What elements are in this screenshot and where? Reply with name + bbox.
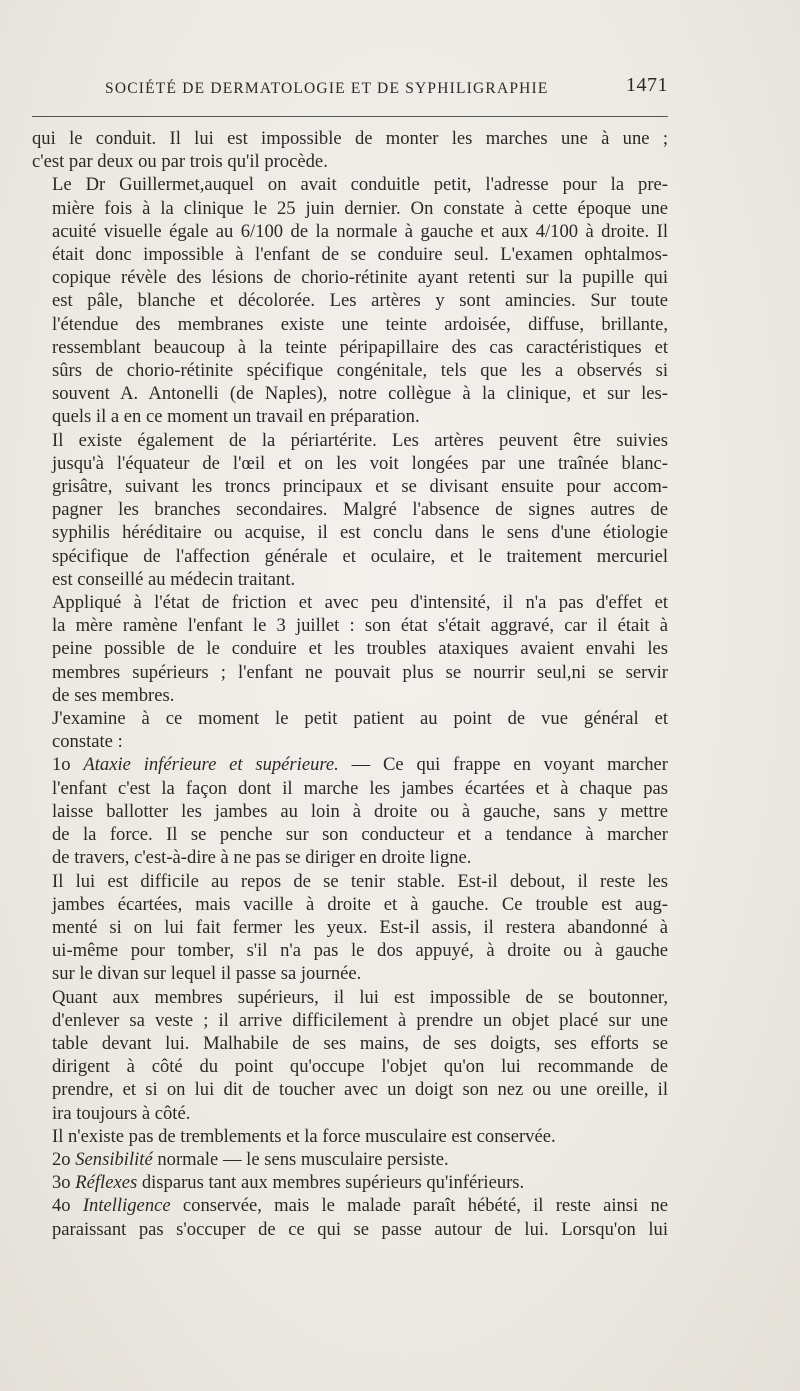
text-line: de travers, c'est-à-dire à ne pas se diriger en droite ligne.: [52, 847, 472, 869]
text-line: est conseillé au médecin traitant.: [52, 568, 296, 590]
text-line: ira toujours à côté.: [52, 1102, 191, 1124]
text-line: paraissant pas s'occuper de ce qui se passe autour de lui. Lorsqu'on lui: [52, 1218, 668, 1240]
text-line: pagner les branches secondaires. Malgré l'absence de signes autres de: [52, 499, 668, 521]
text-line: qui le conduit. Il lui est impossible de monter les marches une à une ;: [32, 128, 668, 149]
text-line: de ses membres.: [52, 684, 175, 706]
numbered-item: [32, 1194, 668, 1240]
item-number: 2o: [52, 1148, 71, 1170]
text-line: la mère ramène l'enfant le 3 juillet : son état s'était aggravé, car il était à: [52, 615, 668, 637]
text-line: [32, 753, 668, 776]
item-heading: Réflexes: [75, 1172, 138, 1194]
header-rule: [32, 116, 668, 117]
text-line: était donc impossible à l'enfant de se conduire seul. L'examen ophtalmos-: [52, 244, 668, 266]
text-line: J'examine à ce moment le petit patient au point de vue général et: [52, 708, 668, 730]
text-line: Quant aux membres supérieurs, il lui est impossible de se boutonner,: [52, 986, 668, 1008]
text-line: membres supérieurs ; l'enfant ne pouvait plus se nourrir seul,ni se servir: [52, 661, 668, 683]
numbered-item: [32, 1148, 668, 1171]
text-line: constate :: [52, 731, 123, 753]
text-line: Le Dr Guillermet,auquel on avait conduitle petit, l'adresse pour la pre-: [52, 174, 668, 196]
body-text: [32, 127, 668, 1241]
text-line: jambes écartées, mais vacille à droite et à gauche. Ce trouble est aug-: [52, 893, 668, 915]
text-line: sur le divan sur lequel il passe sa journée.: [52, 963, 362, 985]
text-line: Appliqué à l'état de friction et avec peu d'intensité, il n'a pas d'effet et: [52, 592, 668, 614]
text-line: l'étendue des membranes existe une teinte ardoisée, diffuse, brillante,: [52, 313, 668, 335]
paragraph: [32, 429, 668, 591]
item-number: 1o: [52, 754, 71, 776]
page-number: 1471: [626, 74, 668, 96]
text-line: jusqu'à l'équateur de l'œil et on les voit longées par une traînée blanc-: [52, 452, 668, 474]
text-line: copique révèle des lésions de chorio-rétinite ayant retenti sur la pupille qui: [52, 267, 668, 289]
paragraph: [32, 707, 668, 753]
text-line: [32, 1194, 668, 1217]
paragraph: [32, 986, 668, 1125]
text-line: sûrs de chorio-rétinite spécifique congénitale, tels que les a observés si: [52, 360, 668, 382]
text-line: souvent A. Antonelli (de Naples), notre collègue à la clinique, et sur les-: [52, 383, 668, 405]
text-line: [32, 1171, 668, 1194]
text-fragment: conservée, mais le malade paraît hébété, il reste ainsi ne: [182, 1195, 668, 1217]
text-line: peine possible de le conduire et les troubles ataxiques avaient envahi les: [52, 638, 668, 660]
text-line: ui-même pour tomber, s'il n'a pas le dos appuyé, à droite ou à gauche: [52, 940, 668, 962]
text-line: est pâle, blanche et décolorée. Les artères y sont amincies. Sur toute: [52, 290, 668, 312]
paragraph: [32, 591, 668, 707]
item-heading: Intelligence: [82, 1195, 171, 1217]
text-line: laisse ballotter les jambes au loin à droite ou à gauche, sans y mettre: [52, 800, 668, 822]
text-line: de la force. Il se penche sur son conducteur et a tendance à marcher: [52, 824, 668, 846]
text-line: grisâtre, suivant les troncs principaux et se divisant ensuite pour accom-: [52, 476, 668, 498]
text-line: menté si on lui fait fermer les yeux. Est-il assis, il restera abandonné à: [52, 916, 668, 938]
text-line: Il existe également de la périartérite. Les artères peuvent être suivies: [52, 429, 668, 451]
text-line: Il n'existe pas de tremblements et la force musculaire est conservée.: [52, 1125, 556, 1147]
page-header: [32, 74, 668, 104]
text-line: quels il a en ce moment un travail en préparation.: [52, 406, 420, 428]
text-line: mière fois à la clinique le 25 juin dernier. On constate à cette époque une: [52, 197, 668, 219]
text-line: acuité visuelle égale au 6/100 de la normale à gauche et aux 4/100 à droite. Il: [52, 220, 668, 242]
item-heading: Sensibilité: [75, 1148, 153, 1170]
numbered-item: [32, 1171, 668, 1194]
text-line: prendre, et si on lui dit de toucher avec un doigt son nez ou une oreille, il: [52, 1079, 668, 1101]
text-fragment: — Ce qui frappe en voyant marcher: [351, 754, 668, 776]
paragraph: [32, 870, 668, 986]
running-title: SOCIÉTÉ DE DERMATOLOGIE ET DE SYPHILIGRAPHIE: [105, 80, 549, 97]
item-number: 4o: [52, 1195, 71, 1217]
text-line: spécifique de l'affection générale et oculaire, et le traitement mercuriel: [52, 545, 668, 567]
text-line: c'est par deux ou par trois qu'il procède.: [32, 151, 328, 173]
text-line: Il lui est difficile au repos de se tenir stable. Est-il debout, il reste les: [52, 870, 668, 892]
paragraph: [32, 173, 668, 428]
text-fragment: normale — le sens musculaire persiste.: [157, 1148, 449, 1170]
paragraph: [32, 1125, 668, 1148]
numbered-item: [32, 753, 668, 869]
text-line: dirigent à côté du point qu'occupe l'objet qu'on lui recommande de: [52, 1056, 668, 1078]
text-line: table devant lui. Malhabile de ses mains, de ses doigts, ses efforts se: [52, 1032, 668, 1054]
item-heading: Ataxie inférieure et supérieure.: [83, 754, 339, 776]
text-line: l'enfant c'est la façon dont il marche les jambes écartées et à chaque pas: [52, 777, 668, 799]
text-fragment: disparus tant aux membres supérieurs qu'inférieurs.: [141, 1172, 525, 1194]
text-line: [32, 1148, 668, 1171]
text-line: ressemblant beaucoup à la teinte péripapillaire des cas caractéristiques et: [52, 336, 668, 358]
text-line: syphilis héréditaire ou acquise, il est conclu dans le sens d'une étiologie: [52, 522, 668, 544]
paragraph: [32, 127, 668, 173]
item-number: 3o: [52, 1172, 71, 1194]
text-line: d'enlever sa veste ; il arrive difficilement à prendre un objet placé sur une: [52, 1009, 668, 1031]
